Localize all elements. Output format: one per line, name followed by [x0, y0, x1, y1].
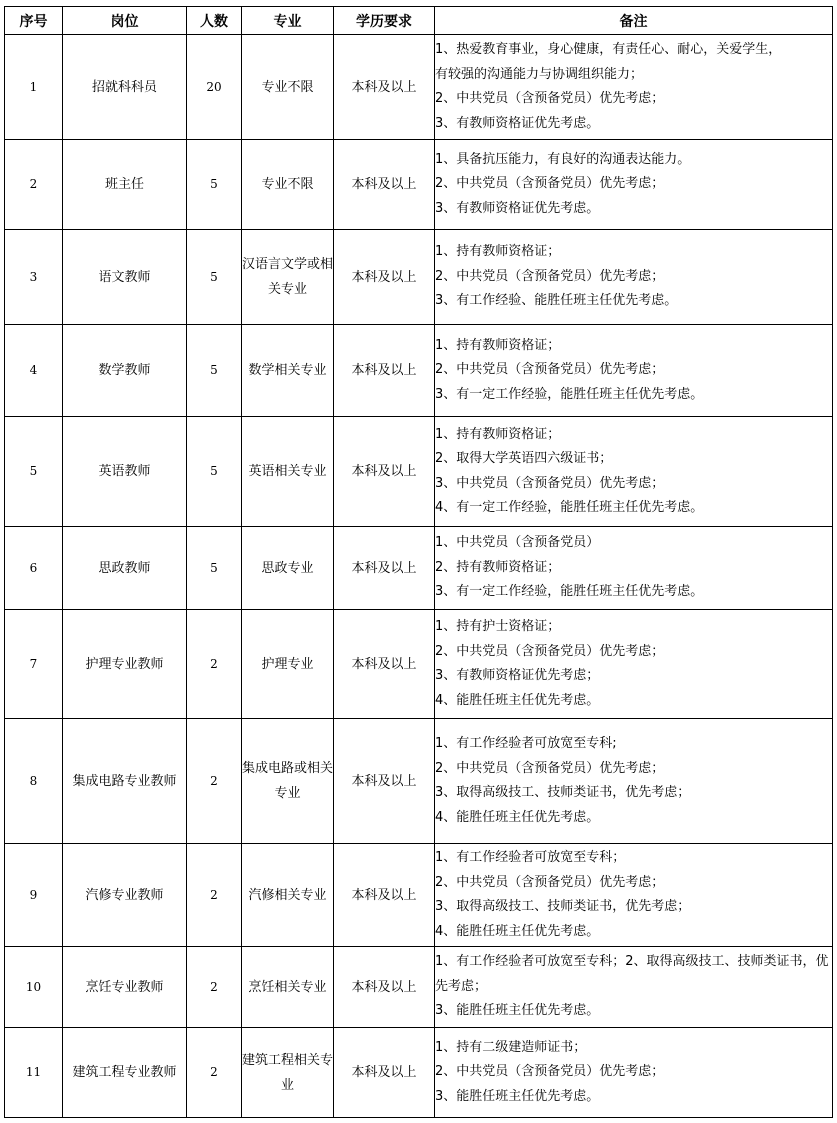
cell-education: 本科及以上 — [334, 527, 435, 610]
cell-position: 招就科科员 — [63, 35, 187, 140]
note-line: 2、取得大学英语四六级证书； — [435, 451, 613, 466]
cell-position: 汽修专业教师 — [63, 844, 187, 947]
note-line: 有较强的沟通能力与协调组织能力； — [435, 66, 644, 82]
cell-seq: 1 — [5, 35, 63, 140]
note-line: 3、取得高级技工、技师类证书，优先考虑； — [435, 899, 691, 914]
note-line: 1、持有教师资格证； — [435, 337, 561, 353]
note-line: 2、中共党员（含预备党员）优先考虑； — [435, 176, 665, 192]
header-count: 人数 — [187, 7, 242, 35]
note-line: 2、持有教师资格证； — [435, 559, 561, 575]
note-line: 3、能胜任班主任优先考虑。 — [435, 1088, 600, 1104]
note-line: 2、中共党员（含预备党员）优先考虑； — [435, 268, 665, 284]
cell-seq: 9 — [5, 844, 63, 947]
table-row — [5, 417, 833, 527]
note-line: 3、中共党员（含预备党员）优先考虑； — [435, 475, 665, 491]
cell-education: 本科及以上 — [334, 719, 435, 844]
cell-position: 建筑工程专业教师 — [63, 1028, 187, 1118]
note-line: 4、能胜任班主任优先考虑。 — [435, 692, 600, 708]
cell-notes — [435, 417, 833, 527]
cell-position: 英语教师 — [63, 417, 187, 527]
cell-major: 汉语言文学或相关专业 — [242, 230, 334, 325]
note-line: 2、中共党员（含预备党员）优先考虑； — [435, 643, 665, 659]
cell-education: 本科及以上 — [334, 844, 435, 947]
cell-major: 思政专业 — [242, 527, 334, 610]
note-line: 3、有教师资格证优先考虑； — [435, 668, 600, 683]
cell-notes — [435, 140, 833, 230]
cell-position: 护理专业教师 — [63, 610, 187, 719]
note-line: 1、具备抗压能力，有良好的沟通表达能力。 — [435, 151, 691, 167]
cell-education: 本科及以上 — [334, 140, 435, 230]
cell-notes — [435, 230, 833, 325]
cell-education: 本科及以上 — [334, 417, 435, 527]
cell-count: 20 — [187, 35, 242, 140]
note-line: 4、能胜任班主任优先考虑。 — [435, 809, 600, 825]
table-row — [5, 610, 833, 719]
note-line: 2、中共党员（含预备党员）优先考虑； — [435, 874, 665, 890]
cell-notes — [435, 325, 833, 417]
cell-count: 2 — [187, 844, 242, 947]
cell-major: 汽修相关专业 — [242, 844, 334, 947]
header-notes: 备注 — [435, 7, 833, 35]
note-line: 2、中共党员（含预备党员）优先考虑； — [435, 760, 665, 776]
cell-count: 2 — [187, 719, 242, 844]
cell-education: 本科及以上 — [334, 325, 435, 417]
note-line: 3、有一定工作经验，能胜任班主任优先考虑。 — [435, 386, 704, 402]
table-row — [5, 230, 833, 325]
recruitment-table — [4, 6, 833, 1118]
cell-notes — [435, 719, 833, 844]
cell-major: 专业不限 — [242, 35, 334, 140]
note-line: 2、中共党员（含预备党员）优先考虑； — [435, 1064, 665, 1080]
note-line: 1、有工作经验者可放宽至专科; — [435, 736, 617, 751]
cell-notes — [435, 35, 833, 140]
cell-major: 英语相关专业 — [242, 417, 334, 527]
cell-education: 本科及以上 — [334, 947, 435, 1028]
cell-position: 数学教师 — [63, 325, 187, 417]
cell-seq: 10 — [5, 947, 63, 1028]
note-line: 3、有一定工作经验，能胜任班主任优先考虑。 — [435, 584, 704, 600]
cell-notes — [435, 947, 833, 1028]
header-position: 岗位 — [63, 7, 187, 35]
note-line: 1、有工作经验者可放宽至专科； — [435, 850, 626, 865]
note-line: 1、持有二级建造师证书； — [435, 1039, 587, 1055]
note-line: 1、有工作经验者可放宽至专科；2、取得高级技工、技师类证书，优先考虑； — [435, 954, 829, 994]
note-line: 3、取得高级技工、技师类证书，优先考虑； — [435, 785, 691, 800]
table-row — [5, 947, 833, 1028]
cell-seq: 8 — [5, 719, 63, 844]
cell-education: 本科及以上 — [334, 1028, 435, 1118]
cell-major: 集成电路或相关专业 — [242, 719, 334, 844]
cell-seq: 5 — [5, 417, 63, 527]
cell-count: 5 — [187, 417, 242, 527]
note-line: 1、持有护士资格证； — [435, 619, 561, 634]
cell-major: 数学相关专业 — [242, 325, 334, 417]
cell-major: 烹饪相关专业 — [242, 947, 334, 1028]
cell-seq: 2 — [5, 140, 63, 230]
table-row — [5, 325, 833, 417]
table-row — [5, 844, 833, 947]
cell-position: 语文教师 — [63, 230, 187, 325]
note-line: 1、持有教师资格证； — [435, 244, 561, 260]
cell-seq: 11 — [5, 1028, 63, 1118]
header-seq: 序号 — [5, 7, 63, 35]
note-line: 1、热爱教育事业，身心健康，有责任心、耐心，关爱学生， — [435, 42, 782, 57]
cell-seq: 7 — [5, 610, 63, 719]
cell-seq: 6 — [5, 527, 63, 610]
note-line: 3、有工作经验、能胜任班主任优先考虑。 — [435, 293, 678, 309]
table-row — [5, 140, 833, 230]
cell-education: 本科及以上 — [334, 230, 435, 325]
note-line: 2、中共党员（含预备党员）优先考虑； — [435, 362, 665, 378]
cell-notes — [435, 1028, 833, 1118]
cell-seq: 4 — [5, 325, 63, 417]
note-line: 3、有教师资格证优先考虑。 — [435, 200, 600, 216]
cell-count: 5 — [187, 230, 242, 325]
table-header-row — [5, 7, 833, 35]
header-education: 学历要求 — [334, 7, 435, 35]
table-row — [5, 527, 833, 610]
cell-position: 思政教师 — [63, 527, 187, 610]
cell-position: 烹饪专业教师 — [63, 947, 187, 1028]
note-line: 3、能胜任班主任优先考虑。 — [435, 1003, 600, 1019]
note-line: 4、能胜任班主任优先考虑。 — [435, 923, 600, 939]
note-line: 1、持有教师资格证； — [435, 426, 561, 442]
table-row — [5, 35, 833, 140]
cell-notes — [435, 610, 833, 719]
cell-position: 集成电路专业教师 — [63, 719, 187, 844]
note-line: 4、有一定工作经验，能胜任班主任优先考虑。 — [435, 500, 704, 515]
cell-count: 5 — [187, 325, 242, 417]
table-row — [5, 1028, 833, 1118]
cell-seq: 3 — [5, 230, 63, 325]
note-line: 3、有教师资格证优先考虑。 — [435, 115, 600, 131]
cell-major: 护理专业 — [242, 610, 334, 719]
cell-count: 2 — [187, 610, 242, 719]
cell-education: 本科及以上 — [334, 610, 435, 719]
table-row — [5, 719, 833, 844]
cell-position: 班主任 — [63, 140, 187, 230]
cell-education: 本科及以上 — [334, 35, 435, 140]
cell-major: 建筑工程相关专业 — [242, 1028, 334, 1118]
cell-count: 2 — [187, 1028, 242, 1118]
header-major: 专业 — [242, 7, 334, 35]
cell-notes — [435, 527, 833, 610]
cell-notes — [435, 844, 833, 947]
cell-count: 5 — [187, 140, 242, 230]
cell-count: 2 — [187, 947, 242, 1028]
note-line: 1、中共党员（含预备党员） — [435, 535, 600, 551]
cell-major: 专业不限 — [242, 140, 334, 230]
cell-count: 5 — [187, 527, 242, 610]
note-line: 2、中共党员（含预备党员）优先考虑； — [435, 91, 665, 106]
